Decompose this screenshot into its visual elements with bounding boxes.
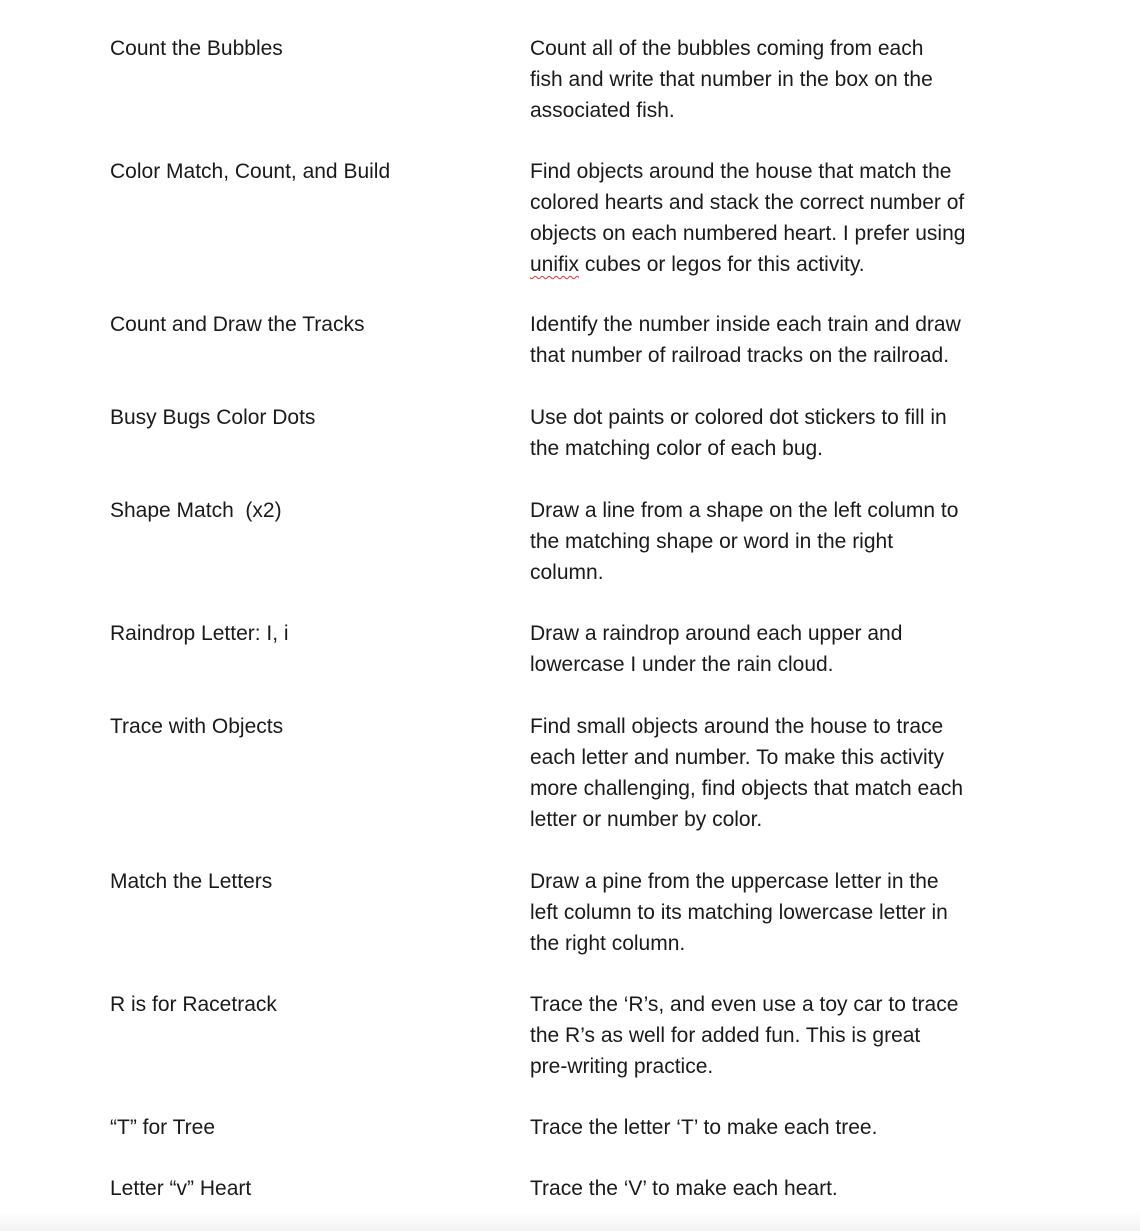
description-line: Find small objects around the house to trace [530,715,944,738]
description-line: Draw a raindrop around each upper and [530,622,903,645]
description-line-rest: cubes or legos for this activity. [579,253,865,276]
description-line: the matching color of each bug. [530,437,824,460]
activity-title: Count and Draw the Tracks [110,313,365,336]
description-line: associated fish. [530,99,675,122]
description-line: Count all of the bubbles coming from each [530,37,924,60]
activity-description [530,866,1030,959]
description-line: Draw a pine from the uppercase letter in the [530,870,939,893]
description-line: the right column. [530,932,686,955]
activity-description [530,495,1030,588]
description-line: Identify the number inside each train and draw [530,313,961,336]
description-line: Trace the letter ‘T’ to make each tree. [530,1116,878,1139]
description-line: Use dot paints or colored dot stickers to fill in [530,406,947,429]
activity-description [530,711,1030,835]
activity-title: Trace with Objects [110,715,284,738]
spellcheck-flagged-word[interactable]: unifix [530,253,580,276]
activity-title: Letter “v” Heart [110,1177,252,1200]
activity-title: Count the Bubbles [110,37,283,60]
activity-title: Match the Letters [110,870,273,893]
description-line: colored hearts and stack the correct number of [530,191,965,214]
activity-title: Raindrop Letter: I, i [110,622,289,645]
description-line: objects on each numbered heart. I prefer using [530,222,966,245]
description-line [530,249,1030,280]
description-line: each letter and number. To make this activity [530,746,944,769]
activity-description [530,402,1030,464]
activity-description [530,33,1030,126]
description-line: fish and write that number in the box on the [530,68,933,91]
activity-description [530,309,1030,371]
activity-description [530,618,1030,680]
page-bottom-edge [0,1212,1140,1231]
activity-title: “T” for Tree [110,1116,216,1139]
description-line: the matching shape or word in the right [530,530,894,553]
activity-title: Color Match, Count, and Build [110,160,391,183]
description-line: the R’s as well for added fun. This is great [530,1024,921,1047]
description-line: more challenging, find objects that match each [530,777,964,800]
description-line: pre-writing practice. [530,1055,714,1078]
activity-description [530,156,1030,280]
description-line: column. [530,561,604,584]
activity-description [530,1173,1030,1204]
description-line: Trace the ‘V’ to make each heart. [530,1177,838,1200]
description-line: Find objects around the house that match the [530,160,952,183]
description-line: left column to its matching lowercase letter in [530,901,948,924]
activity-title: Shape Match (x2) [110,499,282,522]
activity-title: R is for Racetrack [110,993,277,1016]
description-line: that number of railroad tracks on the railroad. [530,344,950,367]
description-line: Trace the ‘R’s, and even use a toy car to trace [530,993,959,1016]
description-line: lowercase I under the rain cloud. [530,653,834,676]
description-line: letter or number by color. [530,808,763,831]
activity-title: Busy Bugs Color Dots [110,406,316,429]
activity-description [530,1112,1030,1143]
description-line: Draw a line from a shape on the left column to [530,499,959,522]
activity-description [530,989,1030,1082]
